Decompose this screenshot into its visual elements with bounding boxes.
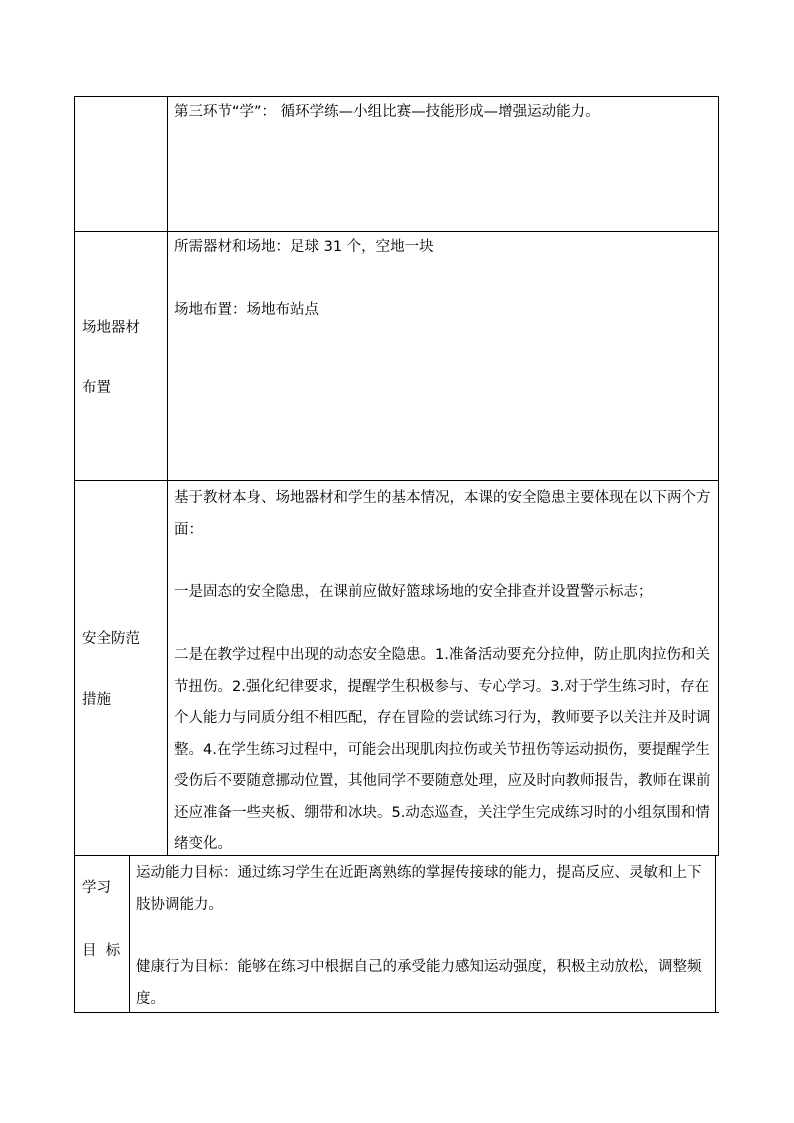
row3-label-line2: 措施 xyxy=(82,692,111,708)
safety-intro: 基于教材本身、场地器材和学生的基本情况，本课的安全隐患主要体现在以下两个方面： xyxy=(174,490,711,538)
row3-label-line1: 安全防范 xyxy=(82,631,140,647)
table-right-border-lower xyxy=(715,855,716,1012)
row2-label-line2: 布置 xyxy=(82,380,111,396)
table-right-border xyxy=(718,96,719,855)
goal-health-behavior: 健康行为目标：能够在练习中根据自己的承受能力感知运动强度，积极主动放松，调整频度。 xyxy=(136,959,702,1007)
column-divider-upper xyxy=(167,96,168,855)
safety-point-1: 一是固态的安全隐患，在课前应做好篮球场地的安全排查并设置警示标志； xyxy=(174,584,653,600)
row4-label-line1: 学习 xyxy=(82,880,111,896)
row2-label-line1: 场地器材 xyxy=(82,320,140,336)
equipment-text: 所需器材和场地：足球 31 个，空地一块 xyxy=(174,239,434,255)
column-divider-lower xyxy=(129,855,130,1012)
row1-text: 第三环节“学”： 循环学练—小组比赛—技能形成—增强运动能力。 xyxy=(174,104,600,120)
table-left-border xyxy=(74,96,75,1013)
safety-point-2: 二是在教学过程中出现的动态安全隐患。1.准备活动要充分拉伸，防止肌肉拉伤和关节扭伤。2.强化纪律要求，提醒学生积极参与、专心学习。3.对于学生练习时，存在个人能力与同质分组不相匹配，存在冒险的尝试练习行为，教师要予以关注并及时调整。4.在学生练习过程中，可能会出现肌肉拉伤或关节扭伤等运动损伤，要提醒学生受伤后不要随意挪动位置，其他同学不要随意处理，应及时向教师报告，教师在课前还应准备一些夹板、绷带和冰块。5.动态巡查，关注学生完成练习时的小组氛围和情绪变化。 xyxy=(174,647,711,852)
layout-text: 场地布置：场地布站点 xyxy=(174,302,319,318)
row2-bottom-border xyxy=(74,480,719,481)
row4-label-line2: 目 标 xyxy=(82,943,121,959)
goal-motor-ability: 运动能力目标：通过练习学生在近距离熟练的掌握传接球的能力，提高反应、灵敏和上下肢协调能力。 xyxy=(136,865,702,913)
